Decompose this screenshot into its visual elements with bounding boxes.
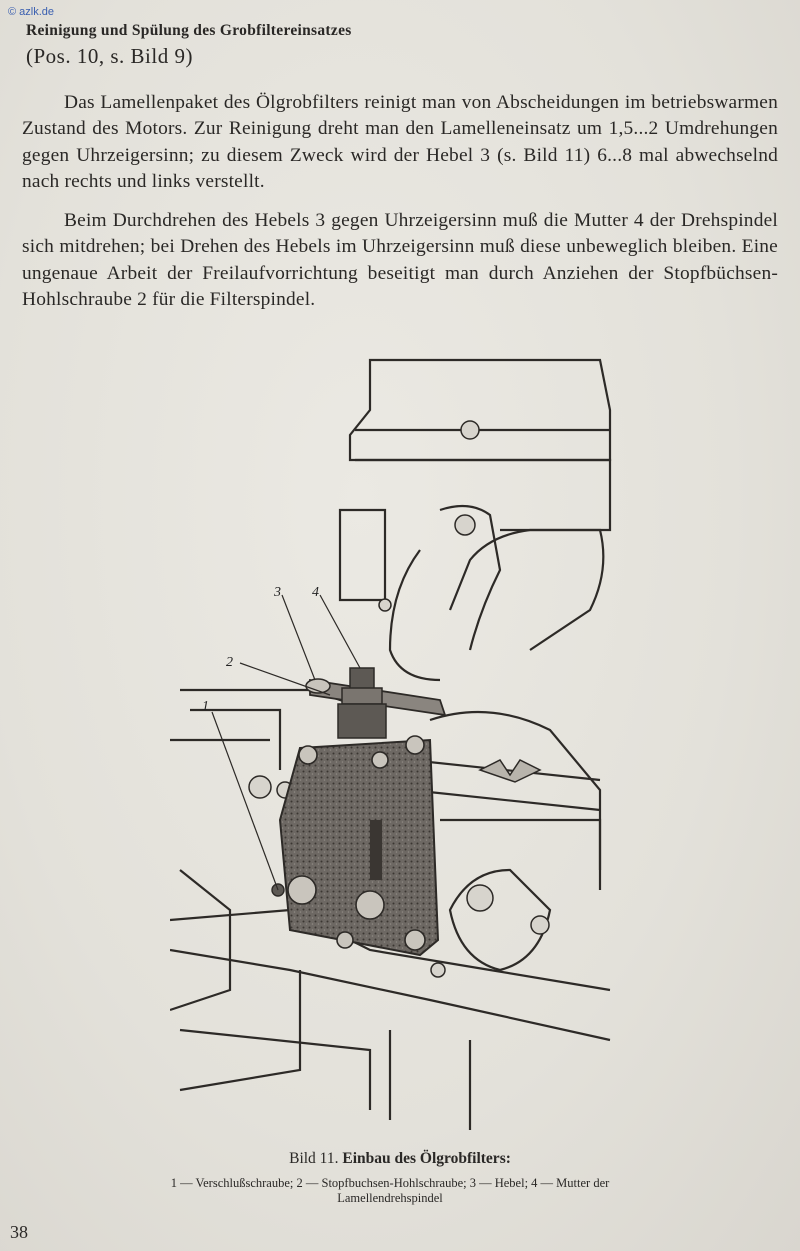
callout-3: 3 xyxy=(274,585,281,600)
callout-2: 2 xyxy=(226,655,233,670)
paragraph-text: Beim Durchdrehen des Hebels 3 gegen Uhrzeigersinn muß die Mutter 4 der Drehspindel sich mitdrehen; bei Drehen des Hebels im Uhrzeigersinn muß diese unbeweglich bleiben. Eine ungenaue Arbeit der Freilaufvorrichtung beseitigt man durch Anziehen der Stopfbüchsen-Hohlschraube 2 für die Filterspindel. xyxy=(22,210,778,310)
paragraph-freewheel xyxy=(22,208,778,313)
paragraph-text: Das Lamellenpaket des Ölgrobfilters reinigt man von Abscheidungen im betriebswarmen Zustand des Motors. Zur Reinigung dreht man den Lamelleneinsatz um 1,5...2 Umdrehungen gegen Uhrzeigersinn; zu diesem Zweck wird der Hebel 3 (s. Bild 11) 6...8 mal abwechselnd nach rechts und links verstellt. xyxy=(22,92,778,192)
section-subheading: (Pos. 10, s. Bild 9) xyxy=(26,44,193,68)
caption-title: Einbau des Ölgrobfilters: xyxy=(342,1150,511,1167)
figure-caption xyxy=(0,1150,800,1168)
engine-filter-illustration xyxy=(170,350,620,1130)
paragraph-cleaning xyxy=(22,90,778,195)
caption-prefix: Bild 11. xyxy=(289,1150,339,1167)
watermark: © azlk.de xyxy=(8,6,55,18)
figure-legend: 1 — Verschlußschraube; 2 — Stopfbuchsen-Hohlschraube; 3 — Hebel; 4 — Mutter der Lamellendrehspindel xyxy=(170,1176,610,1205)
callout-4: 4 xyxy=(312,585,319,600)
callout-1: 1 xyxy=(202,699,209,714)
section-heading: Reinigung und Spülung des Grobfiltereinsatzes xyxy=(26,22,352,39)
page-number: 38 xyxy=(10,1222,28,1242)
